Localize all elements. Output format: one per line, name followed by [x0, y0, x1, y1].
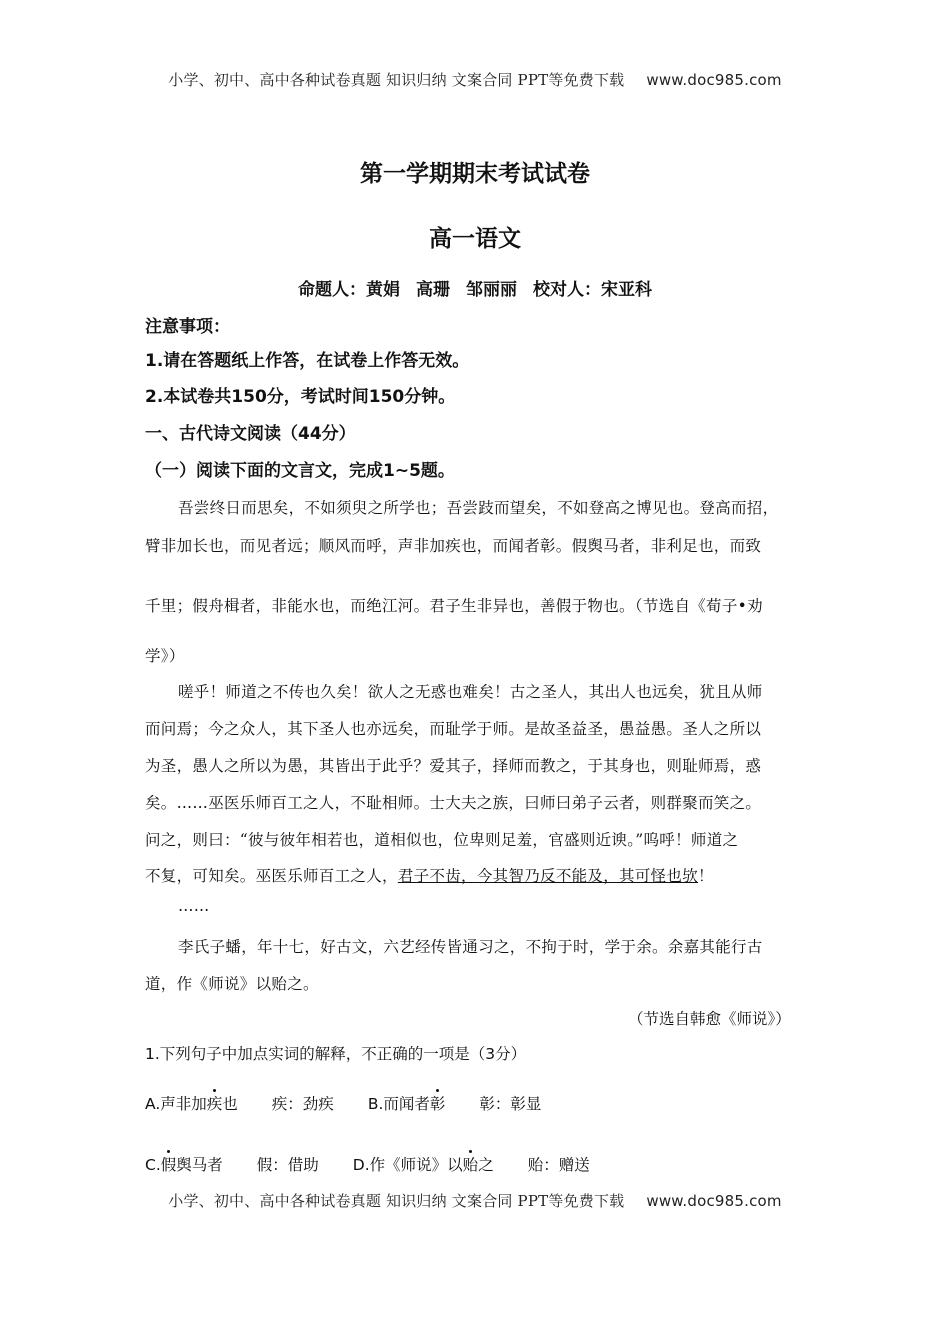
option-c[interactable]	[145, 1156, 223, 1174]
option-d[interactable]	[353, 1156, 494, 1174]
passage-text: 不复，可知矣。巫医乐师百工之人，	[145, 867, 398, 885]
option-a-explanation: 疾：劲疾	[271, 1095, 334, 1113]
option-row-cd	[145, 1153, 590, 1175]
option-a-text: A.声非加	[145, 1095, 207, 1113]
option-b-text: B.而闻者	[367, 1095, 430, 1113]
section-heading: 一、古代诗文阅读（44分）	[145, 424, 356, 444]
question-stem: 1.下列句子中加点实词的解释，不正确的一项是（3分）	[145, 1045, 527, 1063]
subsection-heading: （一）阅读下面的文言文，完成1~5题。	[145, 461, 455, 481]
option-c-text: C.	[145, 1156, 161, 1174]
dotted-char: 疾	[206, 1095, 223, 1113]
header-url[interactable]: www.doc985.com	[646, 71, 782, 89]
dotted-char: 假	[160, 1156, 177, 1174]
passage-line: 矣。……巫医乐师百工之人，不耻相师。士大夫之族，曰师曰弟子云者，则群聚而笑之。	[145, 794, 762, 812]
passage-line: 学》）	[145, 647, 185, 665]
passage-source: （节选自韩愈《师说》）	[628, 1010, 791, 1028]
footer-url[interactable]: www.doc985.com	[646, 1192, 782, 1210]
option-row-ab	[145, 1092, 541, 1114]
notice-item-1: 1.请在答题纸上作答，在试卷上作答无效。	[145, 351, 470, 371]
passage-line: 吾尝终日而思矣，不如须臾之所学也；吾尝跂而望矣，不如登高之博见也。登高而招，	[178, 499, 779, 517]
underlined-sentence: 君子不齿，今其智乃反不能及，其可怪也欤	[397, 867, 699, 885]
passage-line: 问之，则曰：“彼与彼年相若也，道相似也，位卑则足羞，官盛则近谀。”呜呼！师道之	[145, 831, 739, 849]
authors-line	[0, 275, 950, 300]
option-d-explanation: 贻：赠送	[527, 1156, 590, 1174]
passage-line: 李氏子蟠，年十七，好古文，六艺经传皆通习之，不拘于时，学于余。余嘉其能行古	[178, 938, 763, 956]
passage-line: 道，作《师说》以贻之。	[145, 975, 319, 993]
option-c-text-end: 舆马者	[176, 1156, 223, 1174]
option-d-text: D.作《师说》以	[352, 1156, 463, 1174]
option-a-text-end: 也	[222, 1095, 238, 1113]
header-text: 小学、初中、高中各种试卷真题 知识归纳 文案合同 PPT等免费下载	[168, 71, 625, 89]
proofreader: 校对人：宋亚科	[533, 280, 652, 300]
option-b-explanation: 彰：彰显	[479, 1095, 542, 1113]
author-third: 邹丽丽	[466, 280, 517, 300]
option-d-text-end: 之	[478, 1156, 494, 1174]
page-header	[0, 69, 950, 90]
notice-heading: 注意事项：	[145, 317, 230, 337]
option-c-explanation: 假：借助	[256, 1156, 319, 1174]
passage-line: 为圣，愚人之所以为愚，其皆出于此乎？爱其子，择师而教之，于其身也，则耻师焉，惑	[145, 757, 762, 775]
passage-text: ！	[698, 867, 714, 885]
author-primary: 命题人：黄娟	[298, 280, 400, 300]
exam-subtitle: 高一语文	[429, 226, 521, 252]
ellipsis: ……	[178, 897, 210, 915]
notice-item-2: 2.本试卷共150分，考试时间150分钟。	[145, 387, 456, 407]
passage-line: 而问焉；今之众人，其下圣人也亦远矣，而耻学于师。是故圣益圣，愚益愚。圣人之所以	[145, 720, 762, 738]
page-footer	[0, 1190, 950, 1211]
dotted-char: 彰	[429, 1095, 446, 1113]
footer-text: 小学、初中、高中各种试卷真题 知识归纳 文案合同 PPT等免费下载	[168, 1192, 625, 1210]
exam-title: 第一学期期末考试试卷	[360, 161, 590, 187]
passage-line	[145, 864, 815, 886]
option-a[interactable]	[145, 1095, 238, 1113]
dotted-char: 贻	[462, 1156, 479, 1174]
passage-line: 嗟乎！师道之不传也久矣！欲人之无惑也难矣！古之圣人，其出人也远矣，犹且从师	[178, 683, 763, 701]
passage-line: 臂非加长也，而见者远；顺风而呼，声非加疾也，而闻者彰。假舆马者，非利足也，而致	[145, 537, 762, 555]
author-second: 高珊	[416, 280, 450, 300]
passage-line: 千里；假舟楫者，非能水也，而绝江河。君子生非异也，善假于物也。（节选自《荀子•劝	[145, 597, 763, 615]
option-b[interactable]	[368, 1095, 446, 1113]
